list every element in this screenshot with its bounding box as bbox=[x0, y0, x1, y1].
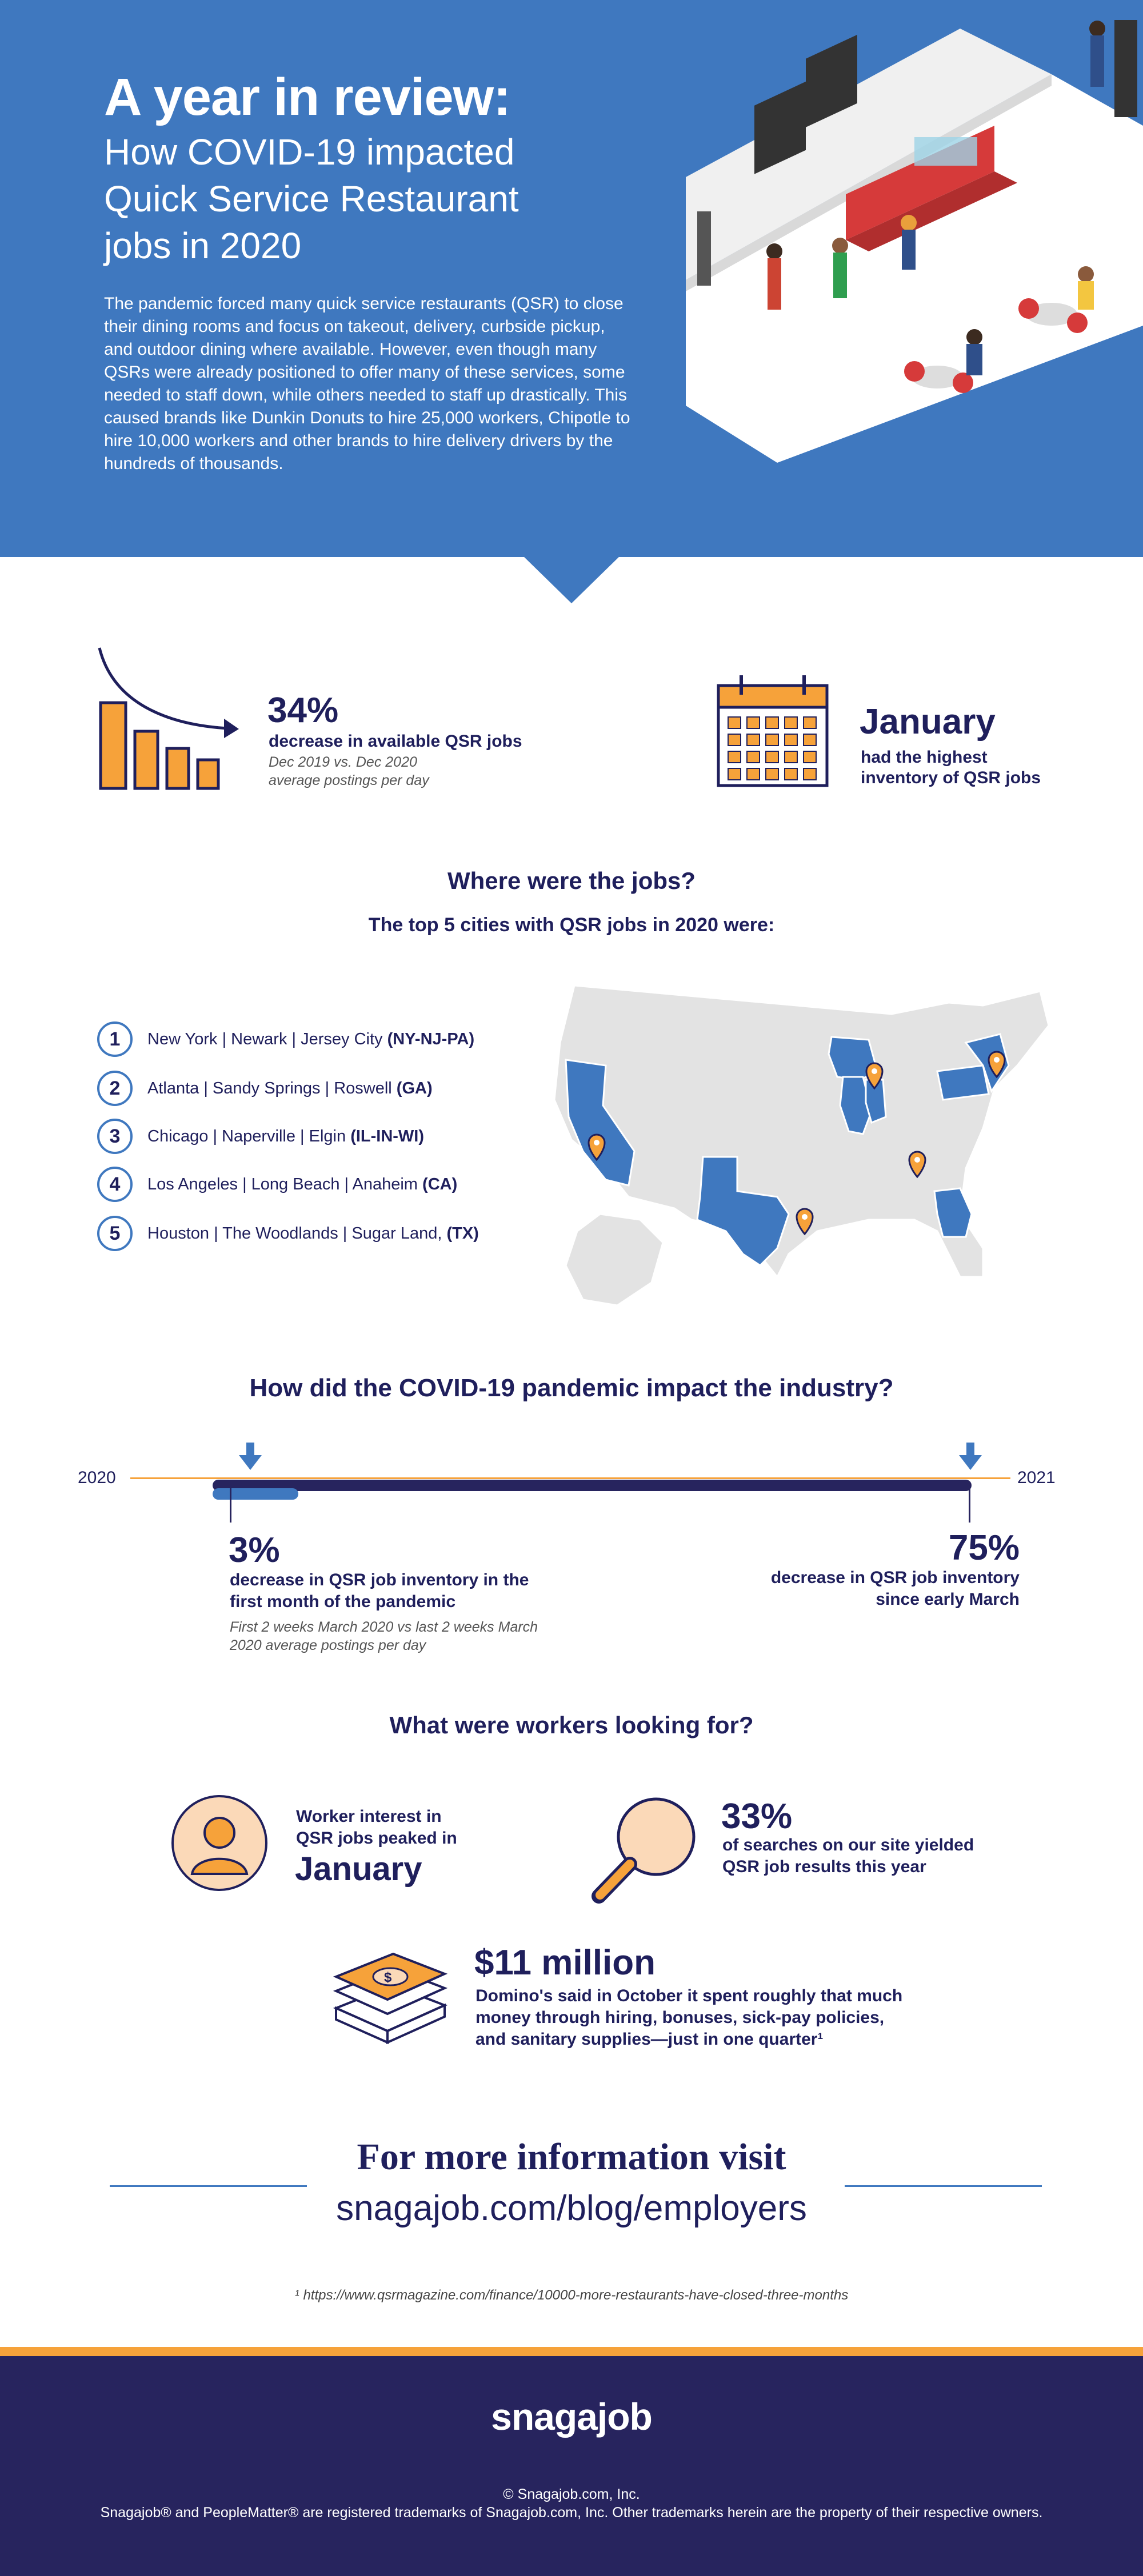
alaska-shape bbox=[566, 1214, 663, 1305]
worker-interest-label-1: Worker interest in bbox=[296, 1807, 442, 1826]
timeline-first-month-segment bbox=[213, 1488, 298, 1500]
city-code: (GA) bbox=[396, 1079, 433, 1097]
search-stat-value: 33% bbox=[721, 1797, 793, 1836]
timeline-start-year: 2020 bbox=[78, 1468, 116, 1487]
city-name: Atlanta | Sandy Springs | Roswell bbox=[147, 1079, 397, 1097]
money-stat-value: $11 million bbox=[474, 1943, 656, 1982]
decrease-stat-label: decrease in available QSR jobs bbox=[269, 732, 522, 751]
money-stat-label-3: and sanitary supplies—just in one quarter¹ bbox=[475, 2030, 824, 2049]
us-map bbox=[549, 980, 1052, 1311]
rank-badge: 3 bbox=[97, 1119, 133, 1154]
search-stat-label-1: of searches on our site yielded bbox=[722, 1836, 974, 1854]
decrease-stat-note-2: average postings per day bbox=[269, 772, 429, 788]
restaurant-illustration bbox=[674, 6, 1143, 463]
city-name: Houston | The Woodlands | Sugar Land, bbox=[147, 1224, 447, 1243]
snagajob-logo[interactable]: snagajob bbox=[491, 2395, 652, 2438]
peak-month-value: January bbox=[860, 702, 996, 742]
first-month-decrease-label-1: decrease in QSR job inventory in the bbox=[230, 1571, 529, 1589]
rank-badge: 5 bbox=[97, 1216, 133, 1251]
cta-divider-left bbox=[110, 2185, 307, 2187]
first-month-decrease-value: 3% bbox=[229, 1531, 280, 1570]
decrease-stat-note-1: Dec 2019 vs. Dec 2020 bbox=[269, 754, 417, 770]
arrow-down-icon bbox=[239, 1443, 262, 1471]
since-march-decrease-label-1: decrease in QSR job inventory bbox=[770, 1568, 1020, 1587]
peak-month-label-1: had the highest bbox=[861, 748, 988, 767]
footer bbox=[0, 2356, 1143, 2576]
worker-interest-label-2: QSR jobs peaked in bbox=[296, 1829, 457, 1848]
money-stat-label-1: Domino's said in October it spent roughly that much bbox=[475, 1986, 903, 2005]
magnifying-glass-icon bbox=[589, 1791, 703, 1905]
city-name: Chicago | Naperville | Elgin bbox=[147, 1127, 351, 1145]
since-march-decrease-value: 75% bbox=[948, 1528, 1020, 1568]
money-stack-icon bbox=[330, 1951, 450, 2045]
footer-stripe bbox=[0, 2347, 1143, 2356]
city-code: (IL-IN-WI) bbox=[350, 1127, 425, 1145]
city-code: (CA) bbox=[422, 1175, 458, 1193]
timeline-bar bbox=[213, 1480, 972, 1491]
cta-heading: For more information visit bbox=[357, 2136, 786, 2178]
header-pointer bbox=[521, 554, 622, 603]
list-item bbox=[97, 1116, 424, 1156]
rank-badge: 2 bbox=[97, 1071, 133, 1106]
arrow-down-icon bbox=[959, 1443, 982, 1471]
list-item bbox=[97, 1164, 457, 1204]
city-code: (NY-NJ-PA) bbox=[387, 1029, 475, 1048]
city-code: (TX) bbox=[446, 1224, 479, 1243]
svg-text:$: $ bbox=[384, 1970, 392, 1985]
page-title: A year in review: bbox=[104, 68, 510, 126]
timeline-right-tick bbox=[969, 1488, 970, 1523]
intro-paragraph: The pandemic forced many quick service restaurants (QSR) to close their dining rooms and focus on takeout, delivery, curbside pickup, and outdoor dining where available. However, even though many QSRs were already positioned to offer many of these services, some needed to staff down, while others needed to staff up drastically. This caused brands like Dunkin Donuts to hire 25,000 workers, Chipotle to hire 10,000 workers and other brands to hire delivery drivers by the hundreds of thousands. bbox=[104, 294, 630, 473]
rank-badge: 4 bbox=[97, 1167, 133, 1202]
calendar-icon bbox=[716, 674, 830, 788]
cta-link[interactable]: snagajob.com/blog/employers bbox=[336, 2189, 807, 2228]
timeline-end-year: 2021 bbox=[1017, 1468, 1056, 1487]
jobs-section-title: Where were the jobs? bbox=[447, 867, 696, 894]
workers-section-title: What were workers looking for? bbox=[389, 1712, 754, 1738]
list-item bbox=[97, 1019, 474, 1059]
rank-badge: 1 bbox=[97, 1021, 133, 1057]
since-march-decrease-label-2: since early March bbox=[876, 1590, 1020, 1609]
money-stat-label-2: money through hiring, bonuses, sick-pay policies, bbox=[475, 2008, 885, 2027]
timeline-left-tick bbox=[230, 1488, 231, 1523]
person-icon bbox=[170, 1794, 269, 1892]
first-month-decrease-note-2: 2020 average postings per day bbox=[230, 1637, 426, 1653]
list-item bbox=[97, 1213, 479, 1253]
copyright-text: © Snagajob.com, Inc. bbox=[503, 2486, 640, 2502]
city-name: Los Angeles | Long Beach | Anaheim bbox=[147, 1175, 423, 1193]
trademark-text: Snagajob® and PeopleMatter® are registered trademarks of Snagajob.com, Inc. Other trademarks herein are the property of their respective owners. bbox=[100, 2505, 1043, 2521]
peak-month-label-2: inventory of QSR jobs bbox=[861, 768, 1041, 787]
city-name: New York | Newark | Jersey City bbox=[147, 1029, 387, 1048]
cta-divider-right bbox=[845, 2185, 1042, 2187]
page-subtitle: How COVID-19 impacted Quick Service Restaurant jobs in 2020 bbox=[104, 131, 519, 266]
first-month-decrease-note-1: First 2 weeks March 2020 vs last 2 weeks March bbox=[230, 1619, 538, 1635]
jobs-section-subtitle: The top 5 cities with QSR jobs in 2020 were: bbox=[368, 914, 775, 936]
first-month-decrease-label-2: first month of the pandemic bbox=[230, 1592, 456, 1611]
worker-interest-month: January bbox=[295, 1850, 422, 1888]
state-pennsylvania bbox=[937, 1065, 989, 1100]
footnote: ¹ https://www.qsrmagazine.com/finance/10000-more-restaurants-have-closed-three-months bbox=[294, 2287, 849, 2303]
search-stat-label-2: QSR job results this year bbox=[722, 1857, 926, 1876]
impact-section-title: How did the COVID-19 pandemic impact the industry? bbox=[249, 1374, 894, 1402]
list-item bbox=[97, 1068, 433, 1108]
timeline-axis bbox=[130, 1477, 1010, 1479]
decrease-stat-value: 34% bbox=[267, 691, 339, 730]
declining-bar-chart-icon bbox=[91, 640, 240, 791]
